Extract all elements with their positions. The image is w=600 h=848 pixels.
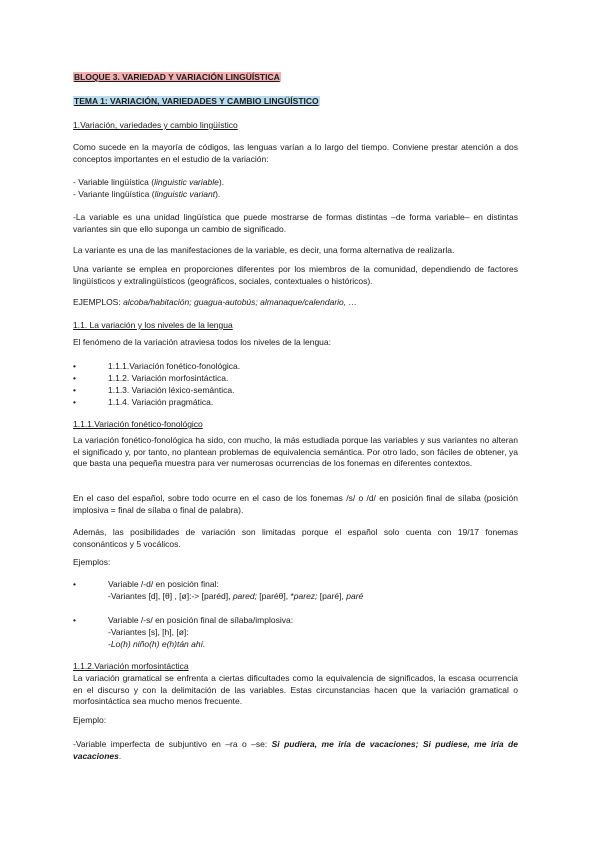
- niveles-intro: El fenómeno de la variación atraviesa todos los niveles de la lengua:: [73, 337, 331, 347]
- variable-s-variants: -Variantes [s], [h], [ø]:: [108, 627, 189, 637]
- section-1-1-heading: 1.1. La variación y los niveles de la lengua: [73, 320, 233, 330]
- variable-s-example: -Lo(h) niño(h) e(h)tán ahí.: [108, 639, 206, 649]
- section-1-1-1-heading: 1.1.1.Variación fonético-fonológico: [73, 419, 203, 429]
- subjuntivo-paragraph: -Variable imperfecta de subjuntivo en –ra o –se: Si pudiera, me iría de vacaciones; Si pudiese, me iría de vacaciones.: [73, 739, 518, 761]
- concept-variable: - Variable lingüística (linguistic variable).: [73, 177, 225, 187]
- variable-d-variants: -Variantes [d], [θ] , [ø]:-> [paréd], pared; [paréθ], *parez; [paré], paré: [108, 591, 364, 601]
- fonetica-paragraph-2: En el caso del español, sobre todo ocurre en el caso de los fonemas /s/ o /d/ en posición final de sílaba (posición implosiva = final de sílaba o final de palabra).: [73, 493, 518, 515]
- tema-title: TEMA 1: VARIACIÓN, VARIEDADES Y CAMBIO LINGÜÍSTICO: [74, 96, 319, 106]
- section-1-heading: 1.Variación, variedades y cambio lingüístico: [73, 120, 238, 130]
- variable-s-title: Variable /-s/ en posición final de sílaba/implosiva:: [108, 615, 294, 625]
- variable-definition: -La variable es una unidad lingüística que puede mostrarse de formas distintas –de forma variable– en distintas variantes sin que ello suponga un cambio de significado.: [73, 212, 518, 234]
- ejemplos-line: EJEMPLOS: alcoba/habitación; guagua-autobús; almanaque/calendario, …: [73, 297, 357, 307]
- ejemplos-label: Ejemplos:: [73, 557, 111, 567]
- variable-d-title: Variable /-d/ en posición final:: [108, 579, 219, 589]
- document-page: BLOQUE 3. VARIEDAD Y VARIACIÓN LINGÜÍSTICA TEMA 1: VARIACIÓN, VARIEDADES Y CAMBIO LINGÜÍSTICO 1.Variación, variedades y cambio lingüístico Como sucede en la mayoría de códigos, las lenguas varían a lo largo del tiempo. Conviene prestar atención a dos conceptos importantes en el estudio de la variación: - Variable lingüística (linguistic variable). - Variante lingüística (linguistic variant). -La variable es una unidad lingüística que puede mostrarse de formas distintas –de forma variable– en distintas variantes sin que ello suponga un cambio de significado. La variante es una de las manifestaciones de la variable, es decir, una forma alternativa de realizarla. Una variante se emplea en proporciones diferentes por los miembros de la comunidad, dependiendo de factores lingüísticos y extralingüísticos (geográficos, sociales, contextuales o históricos). EJEMPLOS: alcoba/habitación; guagua-autobús; almanaque/calendario, … 1.1. La variación y los niveles de la lengua El fenómeno de la variación atraviesa todos los niveles de la lengua: • 1.1.1.Variación fonético-fonológica. • 1.1.2. Variación morfosintáctica. • 1.1.3. Variación léxico-semántica. • 1.1.4. Variación pragmática. 1.1.1.Variación fonético-fonológico La variación fonético-fonológica ha sido, con mucho, la más estudiada porque las variables y sus variantes no alteran el significado y, por tanto, no plantean problemas de equivalencia semántica. Por otro lado, son fáciles de obtener, ya que basta una pequeña muestra para ver numerosas ocurrencias de los fonemas en diferentes contextos. En el caso del español, sobre todo ocurre en el caso de los fonemas /s/ o /d/ en posición final de sílaba (posición implosiva = final de sílaba o final de palabra). Además, las posibilidades de variación son limitadas porque el español solo cuenta con 19/17 fonemas consonánticos y 5 vocálicos. Ejemplos: • Variable /-d/ en posición final: -Variantes [d], [θ] , [ø]:-> [paréd], pared; [paréθ], *parez; [paré], paré • Variable /-s/ en posición final de sílaba/implosiva: -Variantes [s], [h], [ø]: -Lo(h) niño(h) e(h)tán ahí. 1.1.2.Variación morfosintáctica La variación gramatical se enfrenta a ciertas dificultades como la equivalencia de significados, la escasa ocurrencia en el discurso y con la delimitación de las variables. Estas circunstancias hacen que la variación gramatical o morfosintáctica sea mucho menos frecuente. Ejemplo: -Variable imperfecta de subjuntivo en –ra o –se: Si pudiera, me iría de vacaciones; Si pudiese, me iría de vacaciones.: [73, 72, 518, 761]
- bullet-icon: •: [73, 373, 76, 383]
- fonetica-paragraph-1: La variación fonético-fonológica ha sido, con mucho, la más estudiada porque las variables y sus variantes no alteran el significado y, por tanto, no plantean problemas de equivalencia semántica. Por otro lado, son fáciles de obtener, ya que basta una pequeña muestra para ver numerosas ocurrencias de los fonemas en diferentes contextos.: [73, 435, 518, 469]
- bullet-icon: •: [73, 615, 76, 625]
- usage-paragraph: Una variante se emplea en proporciones diferentes por los miembros de la comunidad, dependiendo de factores lingüísticos y extralingüísticos (geográficos, sociales, contextuales o históricos).: [73, 264, 518, 286]
- bullet-icon: •: [73, 397, 76, 407]
- ejemplo-label: Ejemplo:: [73, 715, 107, 725]
- bullet-icon: •: [73, 361, 76, 371]
- variante-definition: La variante es una de las manifestaciones de la variable, es decir, una forma alternativa de realizarla.: [73, 245, 455, 255]
- bullet-icon: •: [73, 579, 76, 589]
- intro-paragraph: Como sucede en la mayoría de códigos, las lenguas varían a lo largo del tiempo. Conviene prestar atención a dos conceptos importantes en el estudio de la variación:: [73, 142, 518, 164]
- fonetica-paragraph-3: Además, las posibilidades de variación son limitadas porque el español solo cuenta con 19/17 fonemas consonánticos y 5 vocálicos.: [73, 527, 518, 549]
- bloque-title: BLOQUE 3. VARIEDAD Y VARIACIÓN LINGÜÍSTICA: [74, 72, 280, 82]
- concept-variante: - Variante lingüística (linguistic variant).: [73, 189, 221, 199]
- morfo-paragraph: La variación gramatical se enfrenta a ciertas dificultades como la equivalencia de significados, la escasa ocurrencia en el discurso y con la delimitación de las variables. Estas circunstancias hacen que la variación gramatical o morfosintáctica sea mucho menos frecuente.: [73, 673, 518, 707]
- bullet-icon: •: [73, 385, 76, 395]
- section-1-1-2-heading: 1.1.2.Variación morfosintáctica: [73, 661, 189, 671]
